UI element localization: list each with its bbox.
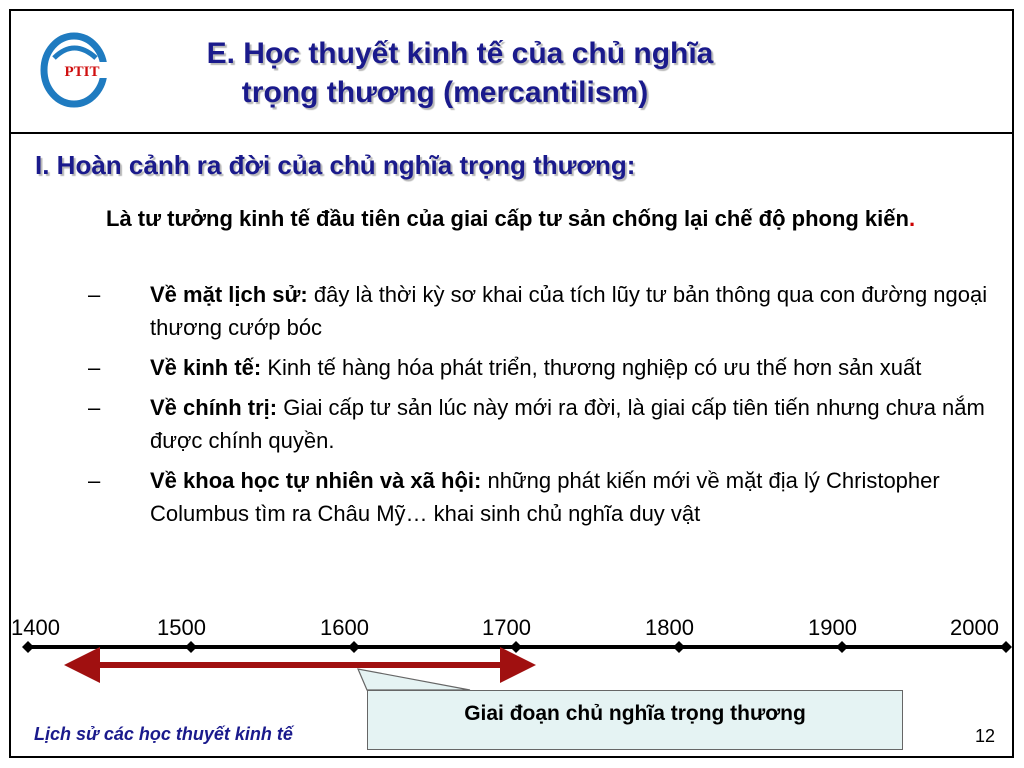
timeline-year-label: 1400: [11, 615, 60, 640]
timeline-year-label: 1800: [645, 615, 694, 640]
header-divider: [9, 132, 1014, 134]
logo-text: PTIT: [64, 64, 100, 80]
timeline-tick: [510, 641, 522, 653]
bullet-dash: –: [88, 282, 101, 307]
bullet-text: những phát kiến mới về mặt địa lý Christopher Columbus tìm ra Châu Mỹ… khai sinh chủ nghĩa duy vật: [150, 468, 940, 526]
timeline-tick: [673, 641, 685, 653]
bullet-label: Về kinh tế:: [150, 355, 262, 380]
timeline-tick: [1000, 641, 1012, 653]
intro-paragraph: [106, 202, 996, 236]
footer-course-title: Lịch sử các học thuyết kinh tế: [34, 724, 293, 744]
callout-pointer: [358, 669, 470, 690]
timeline-year-label: 2000: [950, 615, 999, 640]
bullet-label: Về khoa học tự nhiên và xã hội:: [150, 468, 482, 493]
timeline-year-label: 1700: [482, 615, 531, 640]
timeline-year-label: 1600: [320, 615, 369, 640]
bullet-label: Về chính trị:: [150, 395, 278, 420]
timeline-tick: [185, 641, 197, 653]
slide-title: [0, 34, 890, 112]
bullet-politics: [88, 391, 1003, 457]
timeline-year-label: 1900: [808, 615, 857, 640]
bullet-dash: –: [88, 395, 101, 420]
timeline-tick: [348, 641, 360, 653]
bullet-science: [88, 464, 1003, 530]
bullet-text: Kinh tế hàng hóa phát triển, thương nghiệp có ưu thế hơn sản xuất: [261, 355, 922, 380]
intro-text: Là tư tưởng kinh tế đầu tiên của giai cấp tư sản chống lại chế độ phong kiến: [106, 206, 909, 231]
bullet-text: Giai cấp tư sản lúc này mới ra đời, là giai cấp tiên tiến nhưng chưa nắm được chính quyền.: [150, 395, 985, 453]
bullet-dash: –: [88, 355, 101, 380]
timeline-year-label: 1500: [157, 615, 206, 640]
bullet-text: đây là thời kỳ sơ khai của tích lũy tư bản thông qua con đường ngoại thương cướp bóc: [150, 282, 988, 340]
bullet-dash: –: [88, 468, 101, 493]
bullet-label: Về mặt lịch sử:: [150, 282, 308, 307]
bullet-history: [88, 278, 1003, 344]
section-heading: I. Hoàn cảnh ra đời của chủ nghĩa trọng thương:: [35, 150, 636, 180]
period-callout: Giai đoạn chủ nghĩa trọng thương: [367, 690, 903, 750]
title-line-1: E. Học thuyết kinh tế của chủ nghĩa: [206, 37, 714, 70]
page-number: 12: [975, 726, 996, 746]
title-line-2: trọng thương (mercantilism): [241, 76, 649, 109]
timeline-tick: [836, 641, 848, 653]
timeline-tick: [22, 641, 34, 653]
bullet-economy: [88, 351, 1003, 384]
intro-period: .: [908, 206, 916, 231]
bullet-list: [88, 278, 1003, 537]
